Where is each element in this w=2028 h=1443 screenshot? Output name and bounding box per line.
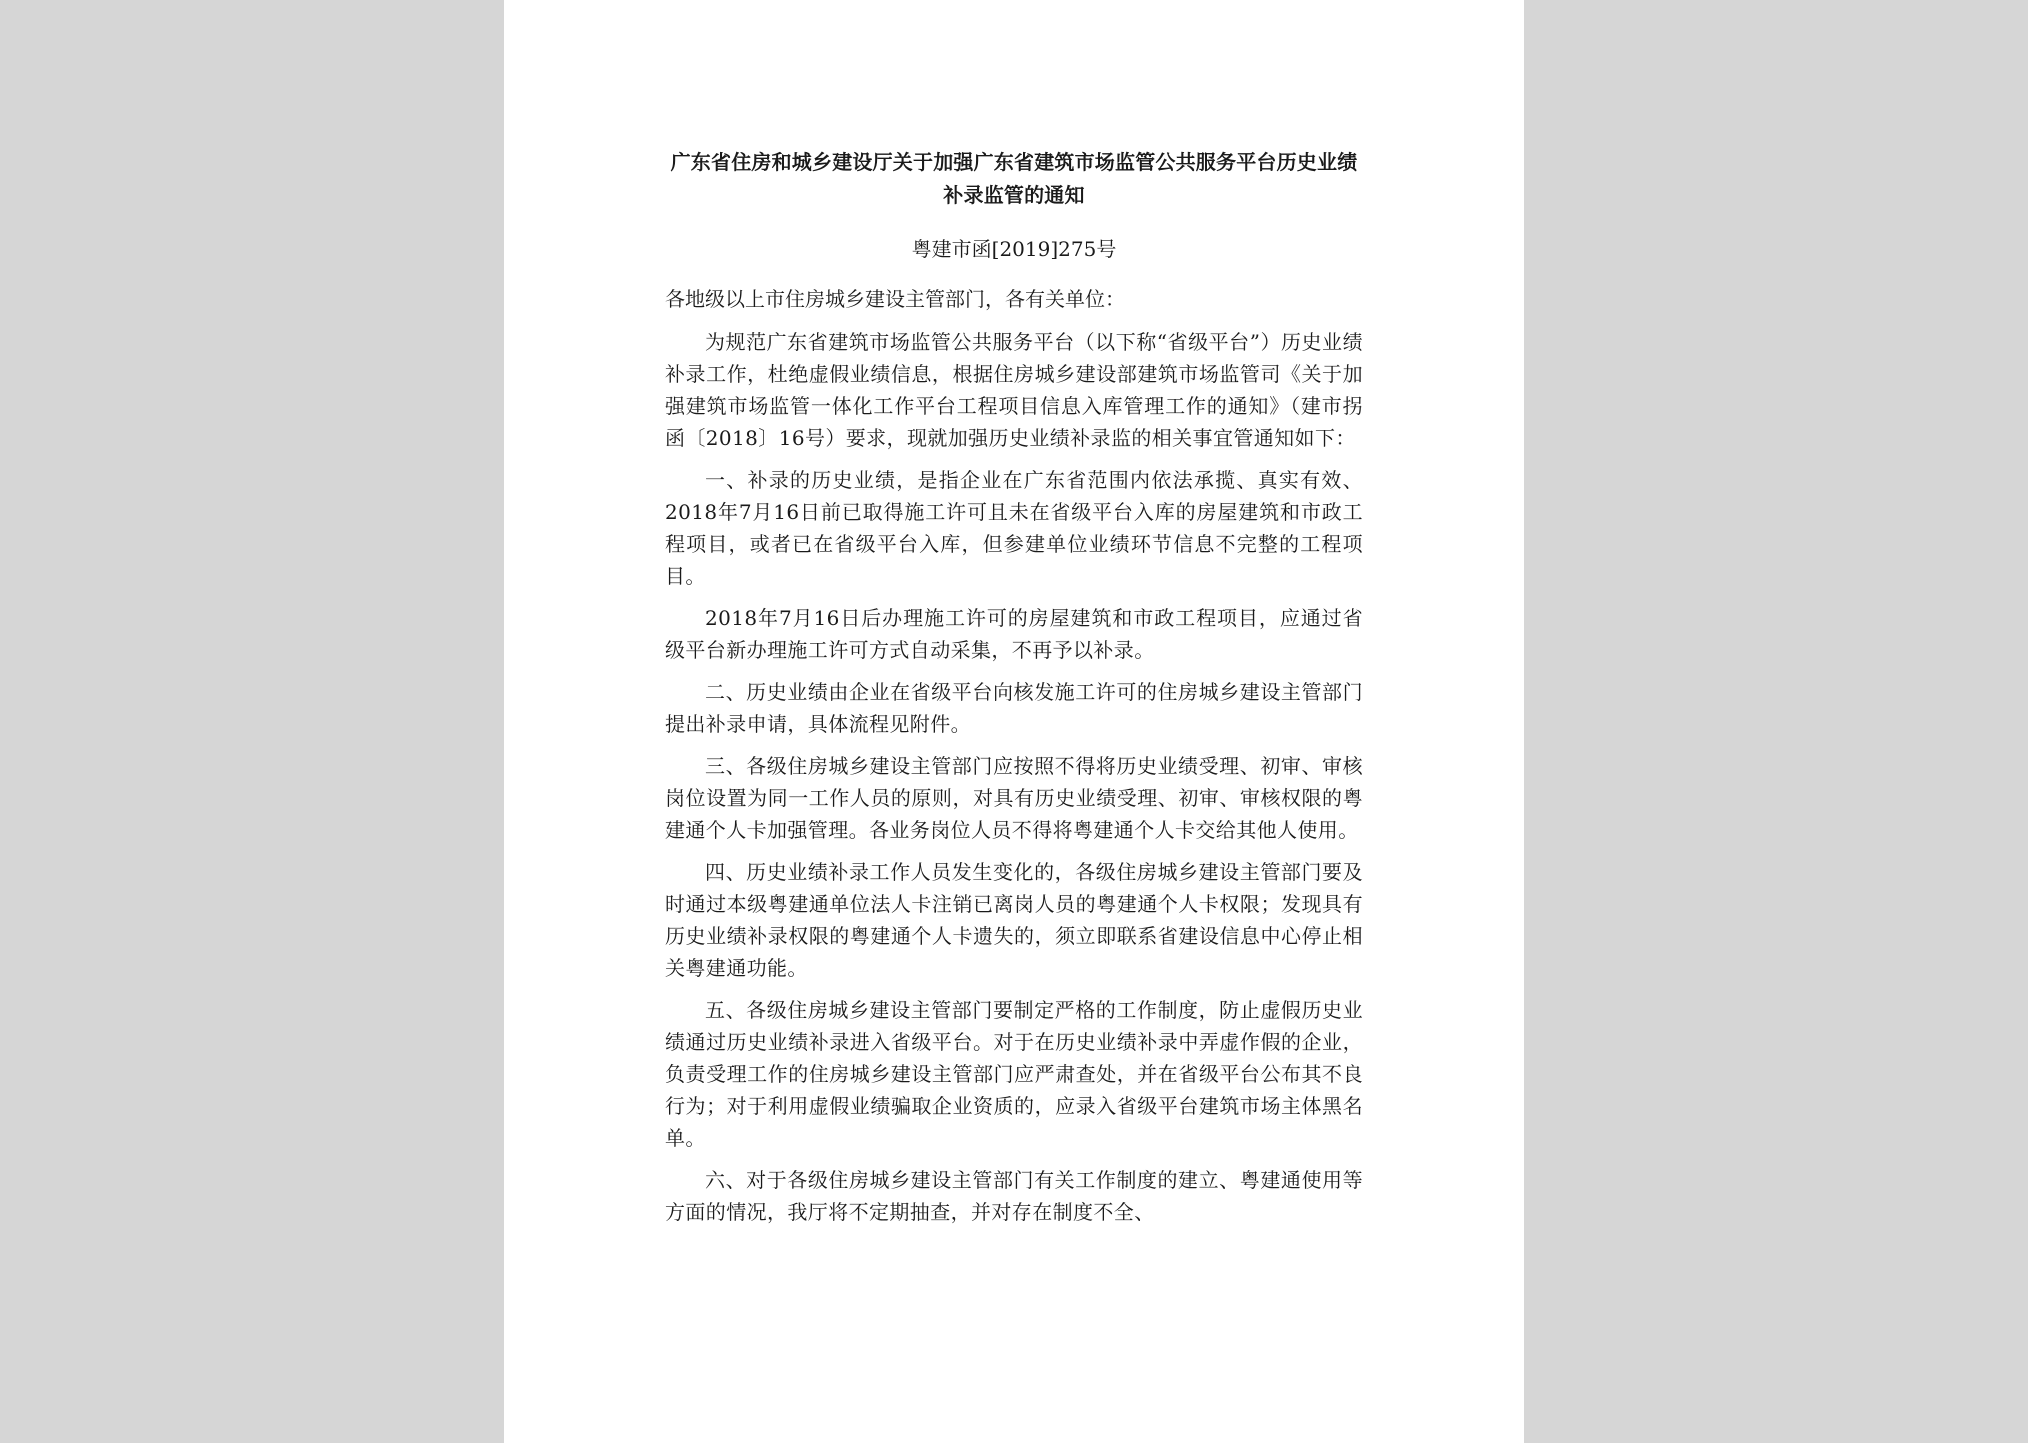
document-page: [504, 0, 1524, 1443]
paragraph-item-5: 五、各级住房城乡建设主管部门要制定严格的工作制度，防止虚假历史业绩通过历史业绩补录进入省级平台。对于在历史业绩补录中弄虚作假的企业，负责受理工作的住房城乡建设主管部门应严肃查处，并在省级平台公布其不良行为；对于利用虚假业绩骗取企业资质的，应录入省级平台建筑市场主体黑名单。: [665, 998, 1363, 1150]
paragraph-item-2: 二、历史业绩由企业在省级平台向核发施工许可的住房城乡建设主管部门提出补录申请，具体流程见附件。: [665, 680, 1363, 736]
paragraph-item-3: 三、各级住房城乡建设主管部门应按照不得将历史业绩受理、初审、审核岗位设置为同一工作人员的原则，对具有历史业绩受理、初审、审核权限的粤建通个人卡加强管理。各业务岗位人员不得将粤建通个人卡交给其他人使用。: [665, 754, 1363, 842]
paragraph-item-1: 一、补录的历史业绩，是指企业在广东省范围内依法承揽、真实有效、2018年7月16日前已取得施工许可且未在省级平台入库的房屋建筑和市政工程项目，或者已在省级平台入库，但参建单位业绩环节信息不完整的工程项目。: [665, 468, 1363, 588]
salutation: 各地级以上市住房城乡建设主管部门，各有关单位：: [665, 287, 1125, 311]
paragraph-intro: 为规范广东省建筑市场监管公共服务平台（以下称“省级平台”）历史业绩补录工作，杜绝虚假业绩信息，根据住房城乡建设部建筑市场监管司《关于加强建筑市场监管一体化工作平台工程项目信息入库管理工作的通知》（建市拐函〔2018〕16号）要求，现就加强历史业绩补录监的相关事宜管通知如下：: [665, 330, 1363, 450]
paragraph-item-6: 六、对于各级住房城乡建设主管部门有关工作制度的建立、粤建通使用等方面的情况，我厅将不定期抽查，并对存在制度不全、: [665, 1168, 1363, 1224]
document-title: 广东省住房和城乡建设厅关于加强广东省建筑市场监管公共服务平台历史业绩补录监管的通知: [670, 150, 1358, 207]
document-number: 粤建市函[2019]275号: [911, 237, 1117, 261]
paragraph-item-1-note: 2018年7月16日后办理施工许可的房屋建筑和市政工程项目，应通过省级平台新办理施工许可方式自动采集，不再予以补录。: [665, 606, 1363, 662]
paragraph-item-4: 四、历史业绩补录工作人员发生变化的，各级住房城乡建设主管部门要及时通过本级粤建通单位法人卡注销已离岗人员的粤建通个人卡权限；发现具有历史业绩补录权限的粤建通个人卡遗失的，须立即联系省建设信息中心停止相关粤建通功能。: [665, 860, 1363, 980]
